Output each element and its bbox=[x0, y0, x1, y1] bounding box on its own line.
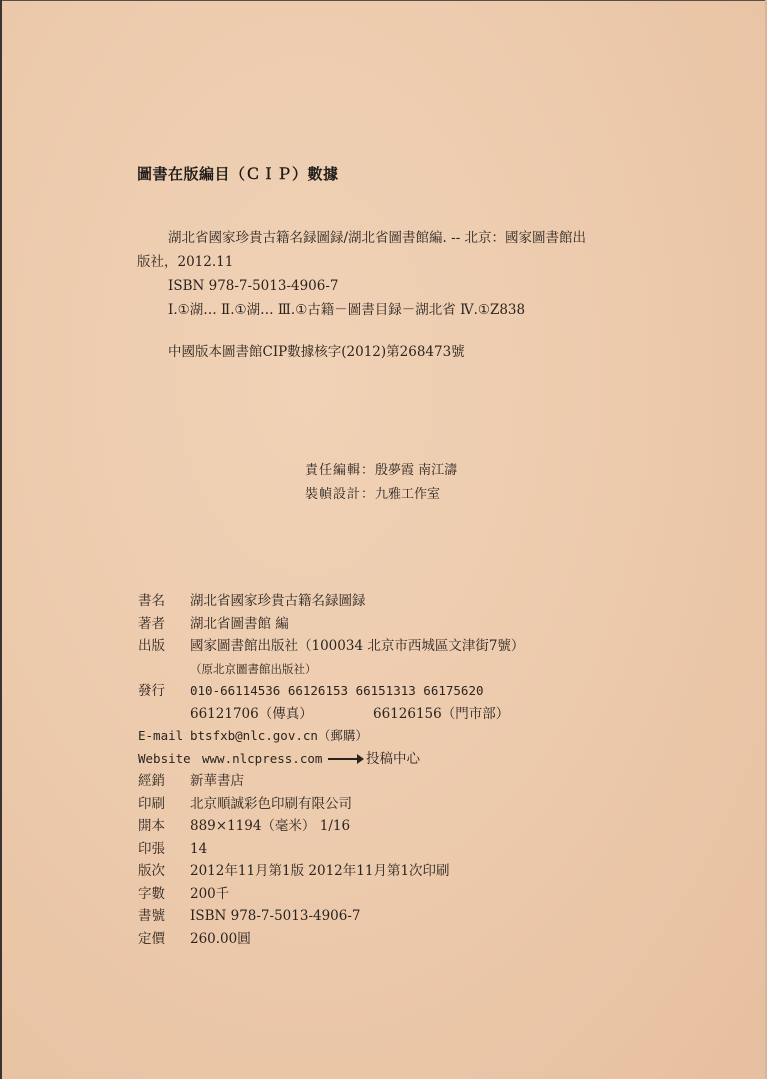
publisher-key: 出版 bbox=[138, 638, 165, 654]
edition-key: 版次 bbox=[138, 863, 165, 879]
price-value: 260.00圓 bbox=[190, 930, 251, 947]
email-key: E-mail bbox=[138, 728, 184, 743]
author-value: 湖北省圖書館 編 bbox=[190, 615, 289, 632]
words-key: 字數 bbox=[138, 885, 165, 902]
dealer-key: 經銷 bbox=[138, 773, 165, 789]
cip-bibliographic-line: 湖北省國家珍貴古籍名録圖録/湖北省圖書館編. -- 北京：國家圖書館出 bbox=[168, 230, 587, 246]
cip-data-number: 中國版本圖書館CIP數據核字(2012)第268473號 bbox=[168, 344, 465, 360]
printer-value: 北京順誠彩色印刷有限公司 bbox=[190, 795, 352, 812]
isbn-value: ISBN 978-7-5013-4906-7 bbox=[190, 908, 361, 924]
cip-classification: Ⅰ.①湖… Ⅱ.①湖… Ⅲ.①古籍－圖書目録－湖北省 Ⅳ.①Z838 bbox=[168, 302, 526, 318]
designer-row bbox=[305, 483, 457, 507]
cip-isbn: ISBN 978-7-5013-4906-7 bbox=[168, 278, 339, 294]
publisher-former-name: （原北京圖書館出版社） bbox=[190, 661, 317, 676]
sheets-value: 14 bbox=[190, 840, 208, 857]
edition-value: 2012年11月第1版 2012年11月第1次印刷 bbox=[190, 863, 450, 879]
editor-label: 責任編輯： bbox=[305, 463, 376, 478]
page-edge-top bbox=[0, 0, 767, 1]
author-key: 著者 bbox=[138, 615, 165, 632]
format-value: 889×1194（毫米） 1/16 bbox=[190, 818, 351, 834]
distribution-key: 發行 bbox=[138, 683, 165, 699]
designer-label: 裝幀設計： bbox=[305, 487, 376, 502]
cip-heading: 圖書在版編目（ＣＩＰ）數據 bbox=[137, 165, 339, 183]
store-number: 66126156（門市部） bbox=[373, 705, 510, 722]
cip-publication-line: 版社，2012.11 bbox=[137, 254, 234, 270]
distribution-phones: 010-66114536 66126153 66151313 66175620 bbox=[190, 683, 484, 698]
words-value: 200千 bbox=[190, 885, 230, 902]
website-target: 投稿中心 bbox=[366, 750, 420, 767]
designer-name: 九雅工作室 bbox=[375, 487, 441, 502]
email-value: btsfxb@nlc.gov.cn（郵購） bbox=[190, 728, 368, 743]
title-key: 書名 bbox=[138, 593, 165, 609]
cip-record bbox=[137, 226, 657, 322]
format-key: 開本 bbox=[138, 818, 165, 834]
price-key: 定價 bbox=[138, 930, 165, 947]
title-value: 湖北省國家珍貴古籍名録圖録 bbox=[190, 593, 366, 609]
printer-key: 印刷 bbox=[138, 795, 165, 812]
website-arrow-group bbox=[324, 748, 420, 771]
publisher-value: 國家圖書館出版社（100034 北京市西城區文津街7號） bbox=[190, 638, 525, 654]
fax-number: 66121706（傳真） bbox=[190, 705, 313, 722]
page-edge-left bbox=[0, 0, 2, 1079]
arrow-right-icon bbox=[328, 758, 362, 760]
credits-block bbox=[305, 459, 457, 507]
editor-names: 殷夢霞 南江濤 bbox=[375, 463, 458, 478]
website-value: www.nlcpress.com bbox=[202, 750, 323, 766]
isbn-key: 書號 bbox=[138, 908, 165, 924]
dealer-value: 新華書店 bbox=[190, 773, 244, 789]
website-key: Website bbox=[138, 750, 191, 766]
sheets-key: 印張 bbox=[138, 840, 165, 857]
editor-row bbox=[305, 459, 457, 483]
